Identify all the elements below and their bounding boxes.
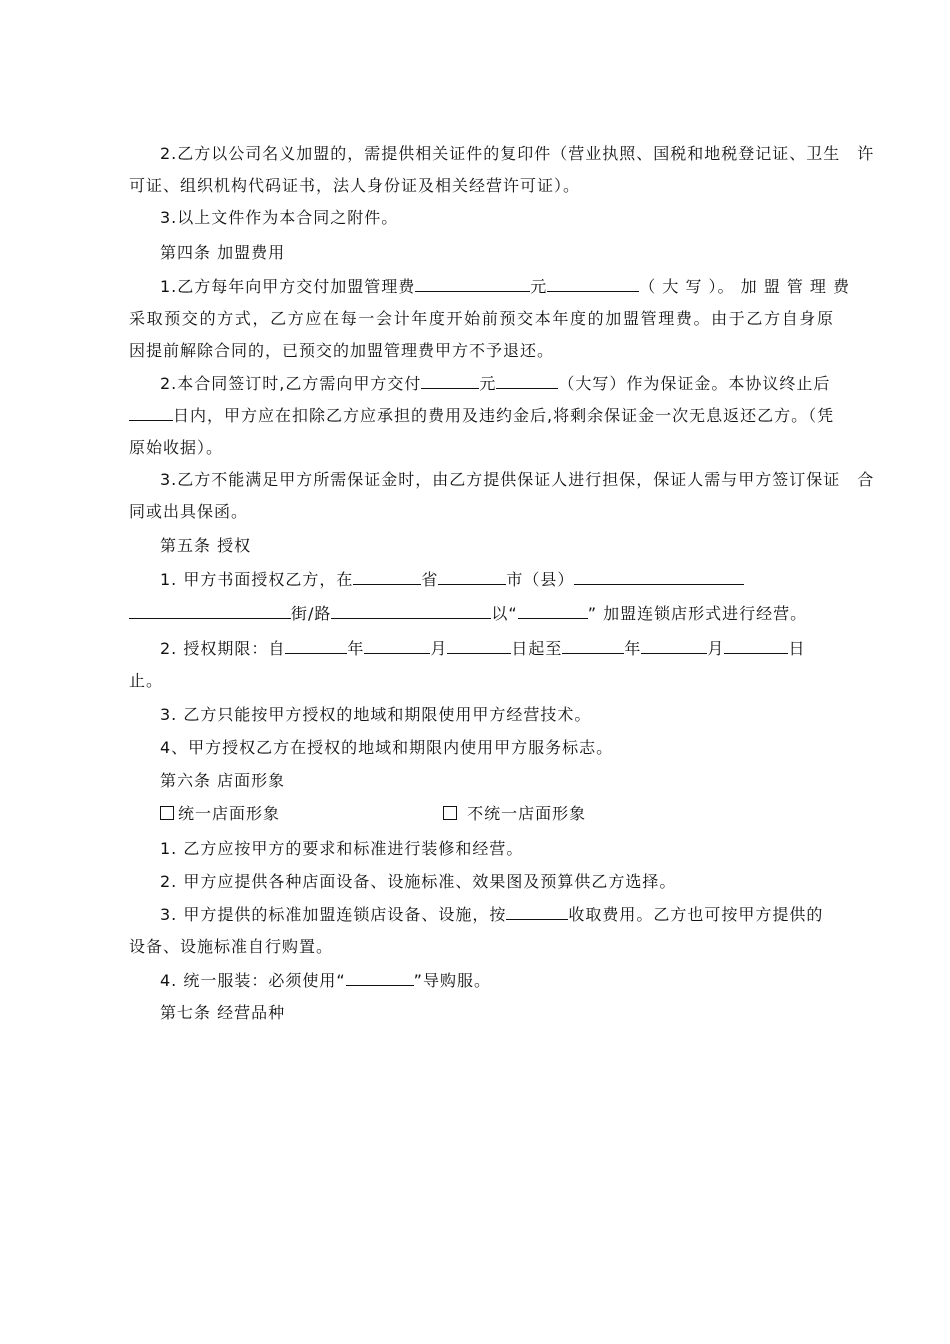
year-label-2: 年	[624, 639, 642, 658]
clause-6-4-text-b: ”导购服。	[413, 971, 491, 990]
month-label-2: 月	[707, 639, 725, 658]
province-blank	[353, 569, 421, 585]
year-label: 年	[347, 639, 365, 658]
clause-5-1-line-1	[160, 569, 834, 591]
option-not-unified-label: 不统一店面形象	[467, 804, 587, 823]
clause-4-1-line-3: 因提前解除合同的，已预交的加盟管理费甲方不予退还。	[129, 341, 555, 360]
fee-amount-blank	[415, 276, 530, 292]
clause-4-2-line-3: 原始收据）。	[129, 438, 224, 457]
clause-5-1-text-f: ” 加盟连锁店形式进行经营。	[587, 604, 808, 623]
clause-3-2-line-1: 2.乙方以公司名义加盟的，需提供相关证件的复印件（营业执照、国税和地税登记证、卫生 许	[160, 144, 875, 163]
clause-5-2-line-2: 止。	[129, 671, 164, 690]
clause-6-4	[160, 970, 834, 992]
clause-5-1-text-e: 以“	[491, 604, 518, 623]
clause-3-3: 3.以上文件作为本合同之附件。	[160, 208, 399, 227]
clause-3-2-line-2: 可证、组织机构代码证书，法人身份证及相关经营许可证）。	[129, 176, 581, 195]
from-label: 日起至	[511, 639, 563, 658]
end-month-blank	[641, 638, 707, 654]
clause-6-4-text-a: 4. 统一服装：必须使用“	[160, 971, 346, 990]
shopfront-option-2	[443, 803, 743, 825]
clause-4-1-line-2: 采取预交的方式，乙方应在每一会计年度开始前预交本年度的加盟管理费。由于乙方自身原	[129, 309, 834, 328]
clause-4-1-text-a: 1.乙方每年向甲方交付加盟管理费	[160, 277, 416, 296]
clause-5-1-text-c: 市（县）	[506, 570, 575, 589]
city-blank	[438, 569, 506, 585]
return-days-blank	[129, 405, 173, 421]
deposit-words-blank	[496, 373, 558, 389]
clause-4-2-text-a: 2.本合同签订时,乙方需向甲方交付	[160, 374, 422, 393]
clause-6-2: 2. 甲方应提供各种店面设备、设施标准、效果图及预算供乙方选择。	[160, 872, 677, 891]
clause-4-1-text-b: 元	[530, 277, 548, 296]
clause-5-2-text-a: 2. 授权期限：自	[160, 639, 286, 658]
clause-4-3-line-2: 同或出具保函。	[129, 502, 249, 521]
clause-6-1: 1. 乙方应按甲方的要求和标准进行装修和经营。	[160, 839, 524, 858]
clause-6-3-line-2: 设备、设施标准自行购置。	[129, 937, 334, 956]
clause-4-2-text-d: 日内，甲方应在扣除乙方应承担的费用及违约金后,将剩余保证金一次无息返还乙方。（凭	[173, 406, 835, 425]
clause-4-2-text-b: 元	[479, 374, 497, 393]
option-unified-label: 统一店面形象	[178, 804, 281, 823]
start-month-blank	[364, 638, 430, 654]
clause-4-2-line-1	[160, 373, 834, 395]
clause-5-1-line-2	[129, 603, 834, 625]
clause-5-1-text-b: 省	[421, 570, 439, 589]
fee-amount-words-blank	[547, 276, 639, 292]
start-year-blank	[285, 638, 347, 654]
street-number-blank	[331, 603, 491, 619]
equipment-fee-blank	[506, 904, 568, 920]
clause-4-3-line-1: 3.乙方不能满足甲方所需保证金时，由乙方提供保证人进行担保，保证人需与甲方签订保证 合	[160, 470, 875, 489]
month-label: 月	[430, 639, 448, 658]
end-day-blank	[724, 638, 788, 654]
clause-5-4: 4、甲方授权乙方在授权的地域和期限内使用甲方服务标志。	[160, 738, 614, 757]
checkbox-unified[interactable]	[160, 806, 174, 820]
clause-5-2-line-1	[160, 638, 834, 660]
clause-5-3: 3. 乙方只能按甲方授权的地域和期限使用甲方经营技术。	[160, 705, 592, 724]
clause-6-3-line-1	[160, 904, 834, 926]
clause-4-1-line-1	[160, 276, 850, 298]
clause-4-1-text-c: （ 大 写 ）。 加 盟 管 理 费	[639, 277, 850, 296]
clause-6-3-text-b: 收取费用。乙方也可按甲方提供的	[568, 905, 824, 924]
article-5-title: 第五条 授权	[160, 536, 252, 555]
district-blank	[574, 569, 744, 585]
clause-4-2-line-2	[129, 405, 834, 427]
start-day-blank	[447, 638, 511, 654]
uniform-name-blank	[346, 970, 414, 986]
end-year-blank	[562, 638, 624, 654]
checkbox-not-unified[interactable]	[443, 806, 457, 820]
article-6-title: 第六条 店面形象	[160, 771, 286, 790]
brand-name-blank	[518, 603, 588, 619]
day-label: 日	[788, 639, 806, 658]
clause-5-1-text-a: 1. 甲方书面授权乙方，在	[160, 570, 354, 589]
clause-5-1-text-d: 街/路	[291, 604, 332, 623]
clause-6-3-text-a: 3. 甲方提供的标准加盟连锁店设备、设施，按	[160, 905, 507, 924]
article-4-title: 第四条 加盟费用	[160, 243, 286, 262]
clause-4-2-text-c: （大写）作为保证金。本协议终止后	[558, 374, 831, 393]
article-7-title: 第七条 经营品种	[160, 1003, 286, 1022]
deposit-amount-blank	[421, 373, 479, 389]
street-name-blank	[129, 603, 291, 619]
